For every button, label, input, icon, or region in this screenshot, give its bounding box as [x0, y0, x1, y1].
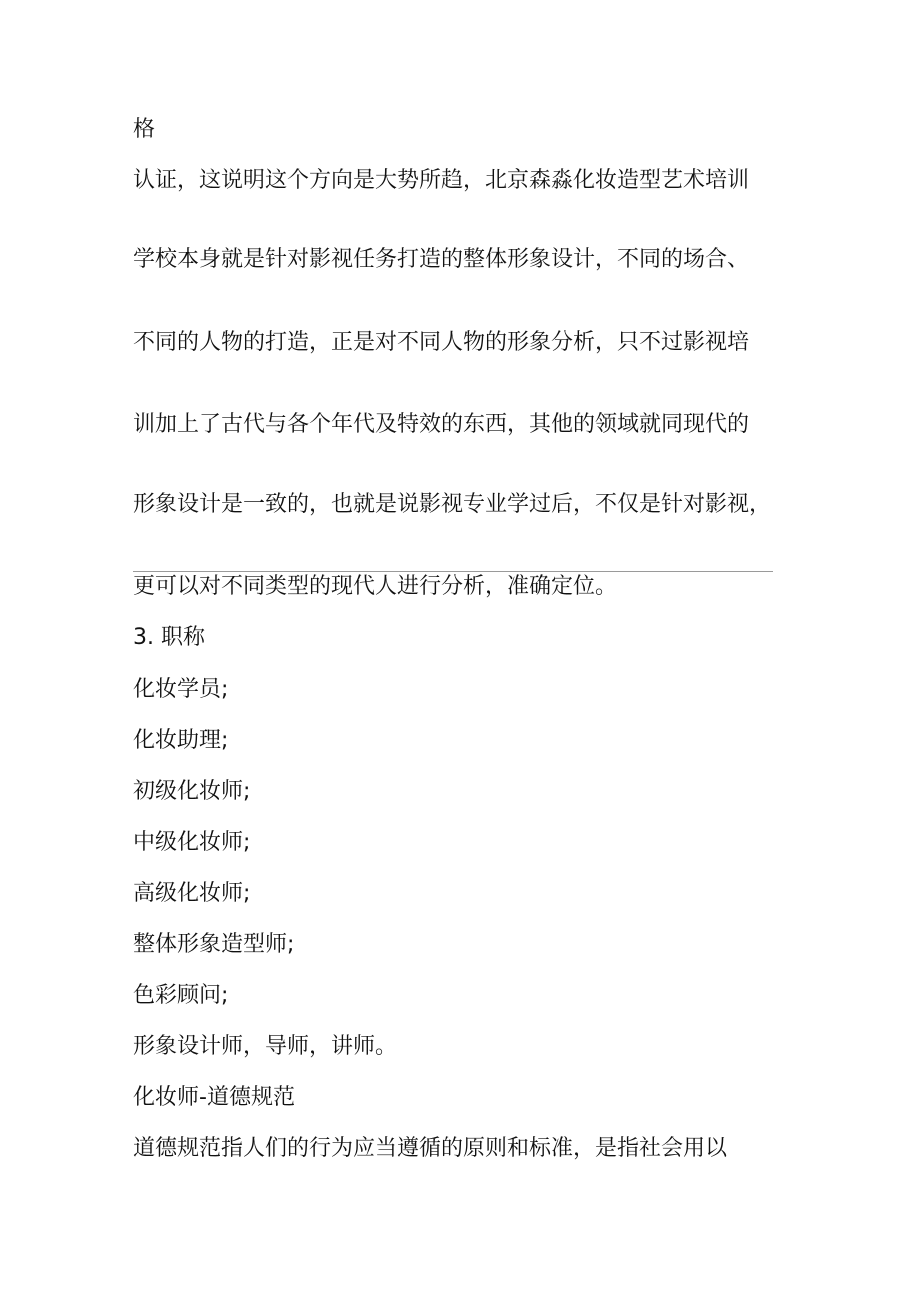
text-line-6: 形象设计是一致的，也就是说影视专业学过后，不仅是针对影视， [133, 492, 772, 517]
list-item: 高级化妆师; [133, 881, 251, 906]
text-line-7: 更可以对不同类型的现代人进行分析，准确定位。 [133, 574, 618, 599]
text-line-2: 认证，这说明这个方向是大势所趋，北京森淼化妆造型艺术培训 [133, 168, 750, 193]
list-item: 整体形象造型师; [133, 932, 295, 957]
list-item: 色彩顾问; [133, 983, 229, 1008]
section-heading-titles: 3. 职称 [133, 625, 205, 650]
list-item: 化妆学员; [133, 677, 229, 702]
list-item: 化妆助理; [133, 728, 229, 753]
text-line-3: 学校本身就是针对影视任务打造的整体形象设计，不同的场合、 [133, 247, 750, 272]
text-line-1: 格 [133, 117, 156, 142]
list-item: 形象设计师，导师，讲师。 [133, 1034, 398, 1059]
text-line-4: 不同的人物的打造，正是对不同人物的形象分析，只不过影视培 [133, 330, 750, 355]
list-item: 中级化妆师; [133, 830, 251, 855]
text-line-final: 道德规范指人们的行为应当遵循的原则和标准，是指社会用以 [133, 1136, 728, 1161]
text-line-5: 训加上了古代与各个年代及特效的东西，其他的领域就同现代的 [133, 412, 750, 437]
section-heading-ethics: 化妆师-道德规范 [133, 1085, 295, 1110]
list-item: 初级化妆师; [133, 779, 251, 804]
